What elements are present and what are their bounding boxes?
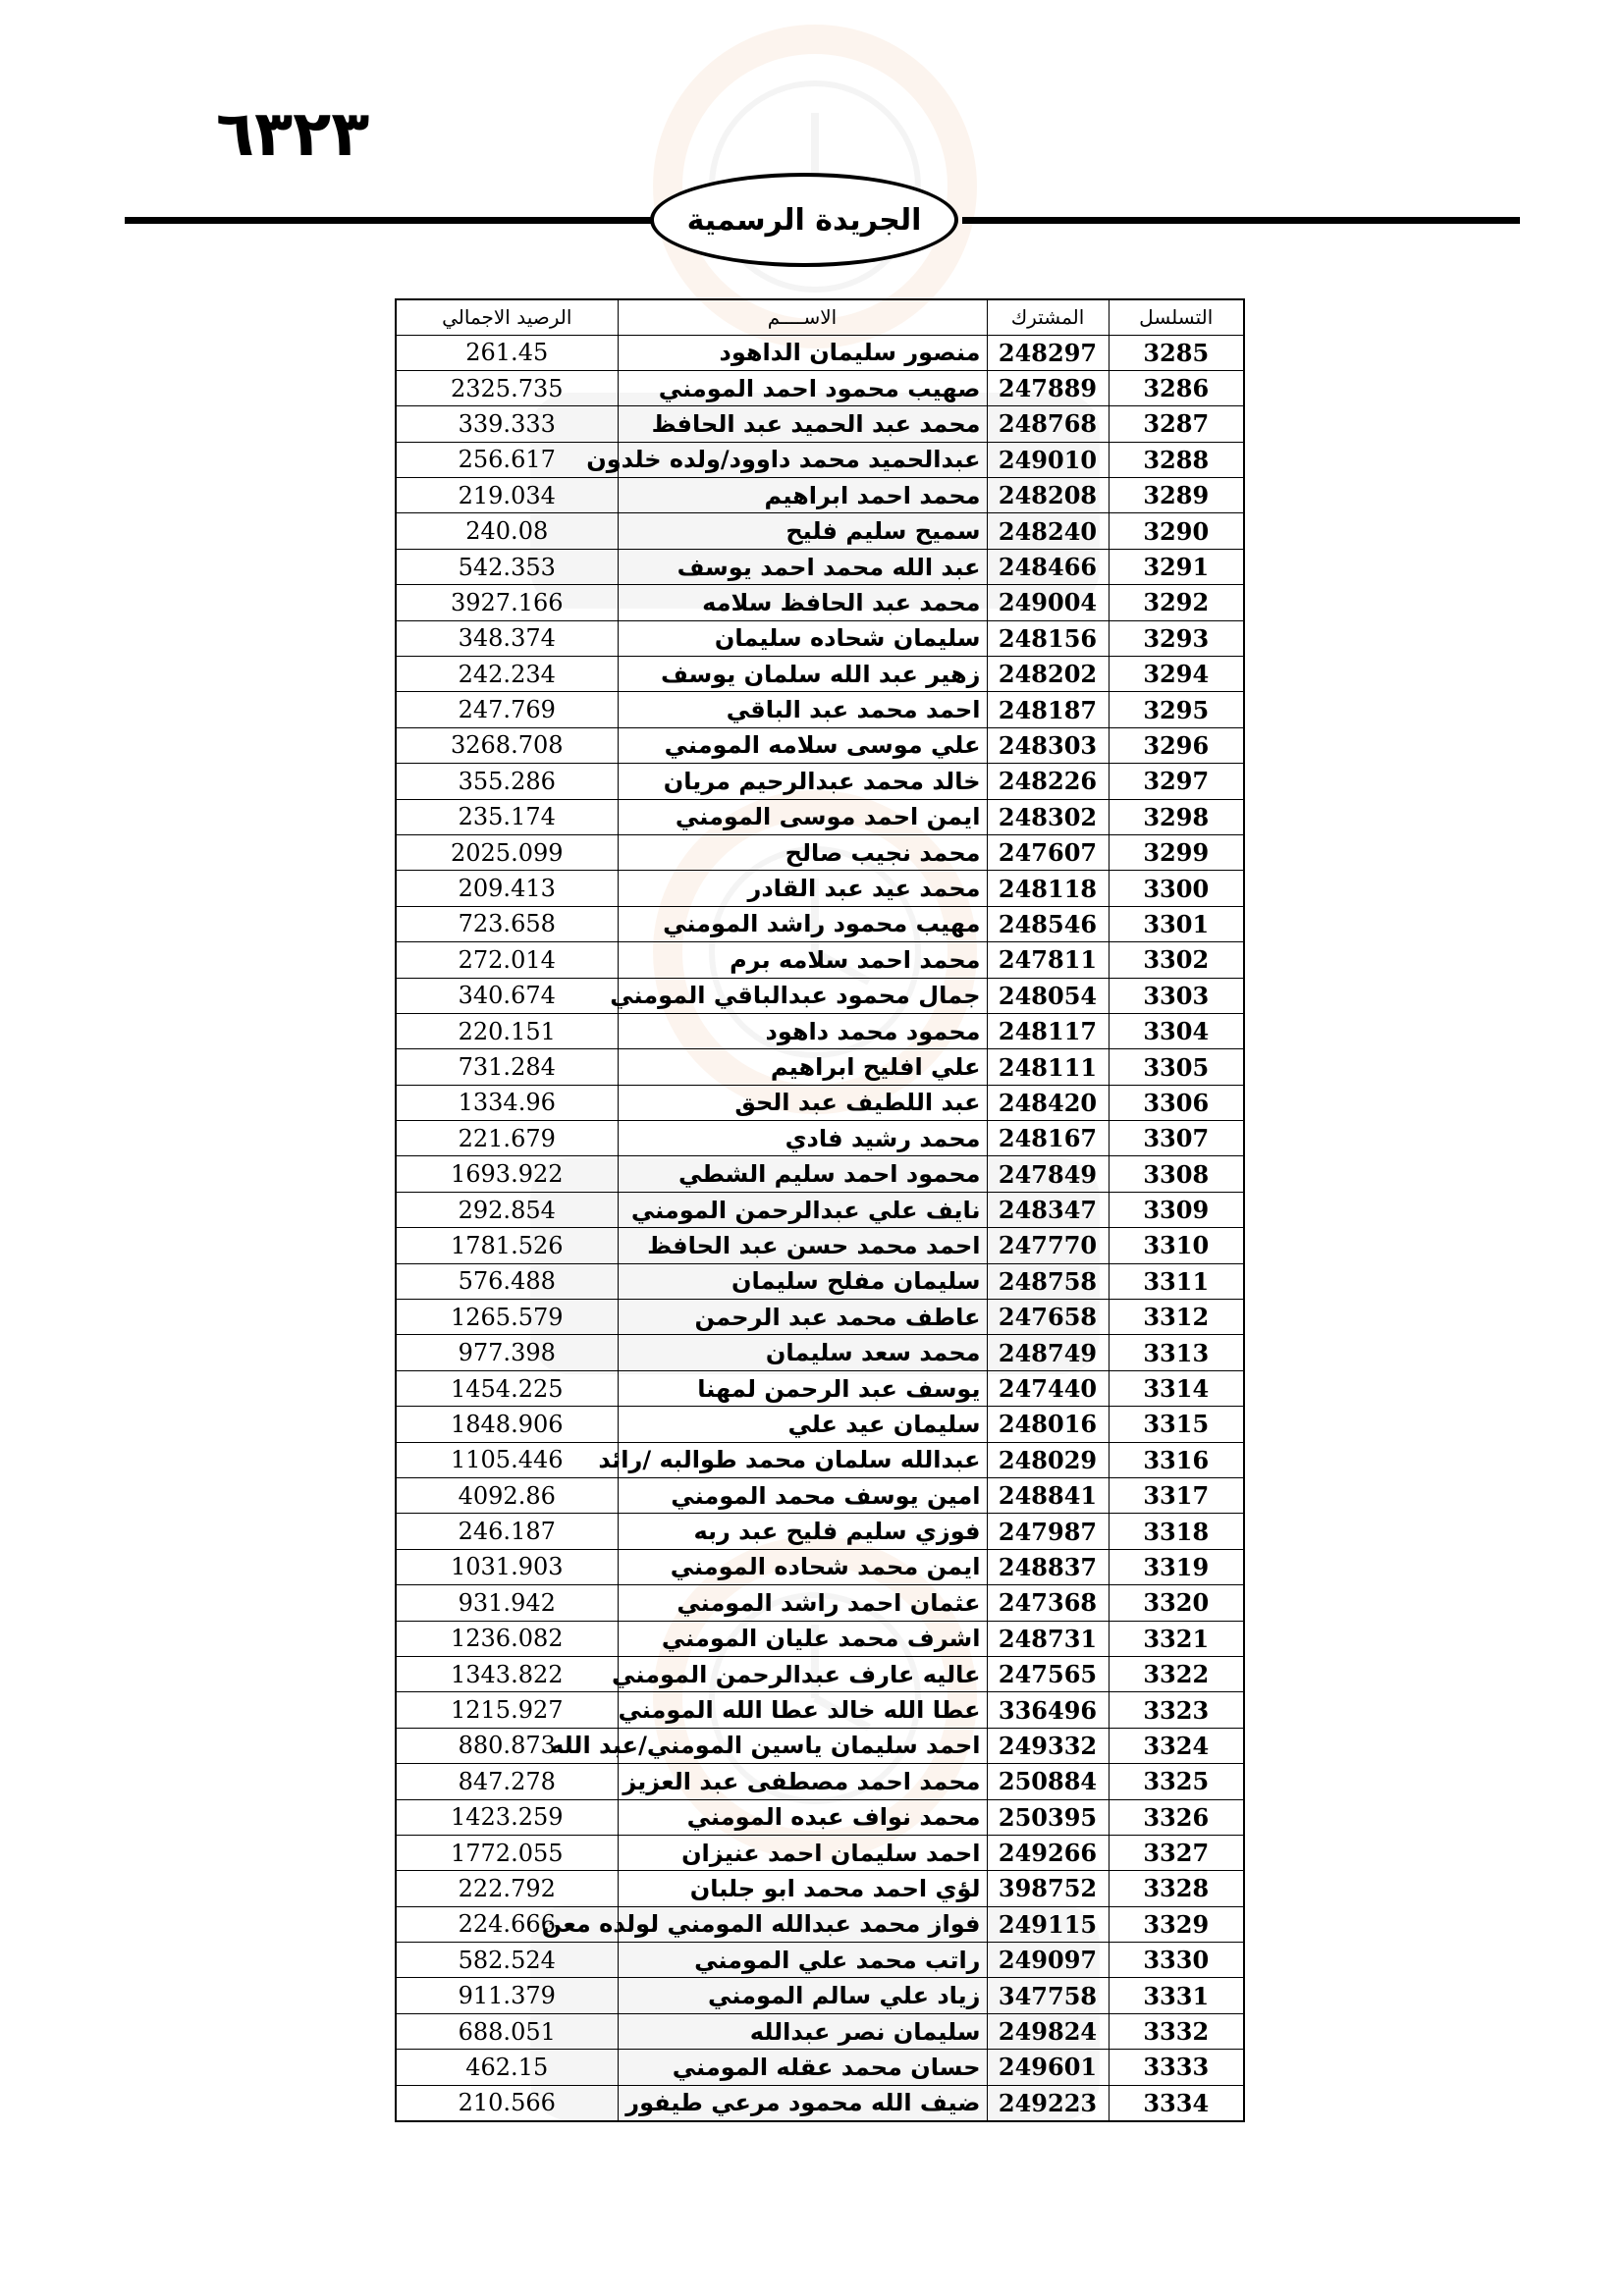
cell-name: احمد محمد عبد الباقي (618, 692, 987, 727)
cell-subscriber: 248118 (987, 871, 1109, 906)
cell-serial: 3306 (1109, 1085, 1244, 1120)
cell-subscriber: 248420 (987, 1085, 1109, 1120)
cell-subscriber: 248303 (987, 727, 1109, 763)
cell-name: علي موسى سلامه المومني (618, 727, 987, 763)
cell-name: جمال محمود عبدالباقي المومني (618, 978, 987, 1013)
table-row (396, 585, 1244, 620)
table-row (396, 620, 1244, 656)
cell-serial: 3295 (1109, 692, 1244, 727)
cell-serial: 3314 (1109, 1370, 1244, 1406)
cell-name: محمد رشيد فادي (618, 1121, 987, 1156)
cell-serial: 3324 (1109, 1728, 1244, 1763)
cell-subscriber: 249010 (987, 442, 1109, 477)
table-row (396, 1478, 1244, 1514)
cell-serial: 3305 (1109, 1049, 1244, 1085)
header-title: الجريدة الرسمية (686, 202, 922, 238)
cell-serial: 3330 (1109, 1943, 1244, 1978)
cell-serial: 3313 (1109, 1335, 1244, 1370)
table-row (396, 1442, 1244, 1477)
cell-serial: 3292 (1109, 585, 1244, 620)
table-row (396, 1228, 1244, 1263)
cell-subscriber: 248240 (987, 513, 1109, 549)
cell-subscriber: 248187 (987, 692, 1109, 727)
table-row (396, 1692, 1244, 1728)
cell-name: فواز محمد عبدالله المومني لولده معن (618, 1906, 987, 1942)
cell-name: عبدالحميد محمد داوود/ولده خلدون (618, 442, 987, 477)
cell-name: زهير عبد الله سلمان يوسف (618, 657, 987, 692)
cell-subscriber: 250884 (987, 1764, 1109, 1799)
cell-total-balance: 3268.708 (396, 727, 618, 763)
table-row (396, 1656, 1244, 1691)
cell-total-balance: 1454.225 (396, 1370, 618, 1406)
cell-name: عبد الله محمد احمد يوسف (618, 549, 987, 584)
cell-name: محمد نجيب صالح (618, 834, 987, 870)
cell-subscriber: 248837 (987, 1549, 1109, 1584)
table-row (396, 1621, 1244, 1656)
cell-subscriber: 248226 (987, 764, 1109, 799)
cell-total-balance: 1693.922 (396, 1156, 618, 1192)
cell-subscriber: 247889 (987, 370, 1109, 405)
cell-subscriber: 249115 (987, 1906, 1109, 1942)
cell-subscriber: 249601 (987, 2050, 1109, 2085)
cell-serial: 3297 (1109, 764, 1244, 799)
cell-subscriber: 248202 (987, 657, 1109, 692)
cell-total-balance: 210.566 (396, 2085, 618, 2120)
table-row (396, 657, 1244, 692)
cell-serial: 3304 (1109, 1013, 1244, 1048)
cell-name: سليمان عيد علي (618, 1407, 987, 1442)
cell-serial: 3315 (1109, 1407, 1244, 1442)
table-row (396, 1263, 1244, 1299)
cell-serial: 3289 (1109, 478, 1244, 513)
table-row (396, 1085, 1244, 1120)
cell-total-balance: 1423.259 (396, 1799, 618, 1835)
cell-name: محمد احمد ابراهيم (618, 478, 987, 513)
cell-serial: 3325 (1109, 1764, 1244, 1799)
table-row (396, 871, 1244, 906)
cell-total-balance: 1031.903 (396, 1549, 618, 1584)
table-row (396, 1013, 1244, 1048)
cell-name: عبد اللطيف عبد الحق (618, 1085, 987, 1120)
table-row (396, 692, 1244, 727)
cell-subscriber: 248208 (987, 478, 1109, 513)
cell-serial: 3320 (1109, 1585, 1244, 1621)
cell-subscriber: 248466 (987, 549, 1109, 584)
cell-subscriber: 347758 (987, 1978, 1109, 2013)
table-row (396, 1978, 1244, 2013)
cell-total-balance: 723.658 (396, 906, 618, 941)
cell-total-balance: 1334.96 (396, 1085, 618, 1120)
cell-serial: 3317 (1109, 1478, 1244, 1514)
cell-total-balance: 2025.099 (396, 834, 618, 870)
cell-subscriber: 247770 (987, 1228, 1109, 1263)
cell-total-balance: 272.014 (396, 942, 618, 978)
cell-serial: 3303 (1109, 978, 1244, 1013)
table-row (396, 1335, 1244, 1370)
cell-serial: 3319 (1109, 1549, 1244, 1584)
column-header-subscriber: المشترك (987, 299, 1109, 335)
cell-subscriber: 248054 (987, 978, 1109, 1013)
cell-serial: 3331 (1109, 1978, 1244, 2013)
cell-name: محمد سعد سليمان (618, 1335, 987, 1370)
header-rule-right (962, 217, 1520, 224)
table-row (396, 406, 1244, 442)
cell-serial: 3288 (1109, 442, 1244, 477)
header-title-frame (650, 173, 958, 267)
cell-name: عثمان احمد راشد المومني (618, 1585, 987, 1621)
cell-serial: 3327 (1109, 1835, 1244, 1870)
cell-total-balance: 462.15 (396, 2050, 618, 2085)
cell-name: لؤي احمد محمد ابو جلبان (618, 1871, 987, 1906)
cell-name: عاليه عارف عبدالرحمن المومني (618, 1656, 987, 1691)
cell-subscriber: 248302 (987, 799, 1109, 834)
cell-subscriber: 249004 (987, 585, 1109, 620)
table-row (396, 1799, 1244, 1835)
table-row (396, 906, 1244, 941)
cell-serial: 3301 (1109, 906, 1244, 941)
table-row (396, 513, 1244, 549)
cell-name: عاطف محمد عبد الرحمن (618, 1300, 987, 1335)
table-row (396, 1514, 1244, 1549)
cell-serial: 3312 (1109, 1300, 1244, 1335)
cell-total-balance: 1772.055 (396, 1835, 618, 1870)
cell-serial: 3309 (1109, 1192, 1244, 1227)
column-header-total-balance: الرصيد الاجمالي (396, 299, 618, 335)
table-row (396, 2013, 1244, 2049)
table-row (396, 1728, 1244, 1763)
cell-name: محمد عبد الحميد عبد الحافظ (618, 406, 987, 442)
cell-name: ضيف الله محمود مرعي طيفور (618, 2085, 987, 2120)
cell-name: يوسف عبد الرحمن لمهنا (618, 1370, 987, 1406)
cell-serial: 3334 (1109, 2085, 1244, 2120)
table-row (396, 1943, 1244, 1978)
cell-serial: 3318 (1109, 1514, 1244, 1549)
cell-subscriber: 248167 (987, 1121, 1109, 1156)
table-row (396, 335, 1244, 370)
cell-name: احمد سليمان احمد عنيزان (618, 1835, 987, 1870)
ledger-table (395, 298, 1245, 2122)
cell-total-balance: 582.524 (396, 1943, 618, 1978)
cell-subscriber: 248749 (987, 1335, 1109, 1370)
cell-total-balance: 1105.446 (396, 1442, 618, 1477)
cell-subscriber: 247987 (987, 1514, 1109, 1549)
cell-subscriber: 248841 (987, 1478, 1109, 1514)
cell-total-balance: 339.333 (396, 406, 618, 442)
cell-total-balance: 880.873 (396, 1728, 618, 1763)
cell-name: سميح سليم فليح (618, 513, 987, 549)
cell-subscriber: 248758 (987, 1263, 1109, 1299)
table-row (396, 1300, 1244, 1335)
cell-name: عبدالله سلمان محمد طوالبه /رائد (618, 1442, 987, 1477)
cell-total-balance: 224.666 (396, 1906, 618, 1942)
table-row (396, 978, 1244, 1013)
column-header-serial: التسلسل (1109, 299, 1244, 335)
cell-serial: 3316 (1109, 1442, 1244, 1477)
table-row (396, 764, 1244, 799)
cell-total-balance: 1265.579 (396, 1300, 618, 1335)
cell-total-balance: 4092.86 (396, 1478, 618, 1514)
cell-name: عطا الله خالد عطا الله المومني (618, 1692, 987, 1728)
cell-name: ايمن احمد موسى المومني (618, 799, 987, 834)
cell-serial: 3293 (1109, 620, 1244, 656)
cell-serial: 3285 (1109, 335, 1244, 370)
cell-total-balance: 242.234 (396, 657, 618, 692)
header-rule-left (125, 217, 660, 224)
cell-total-balance: 222.792 (396, 1871, 618, 1906)
cell-total-balance: 1848.906 (396, 1407, 618, 1442)
cell-total-balance: 220.151 (396, 1013, 618, 1048)
cell-subscriber: 249223 (987, 2085, 1109, 2120)
table-row (396, 1370, 1244, 1406)
cell-total-balance: 931.942 (396, 1585, 618, 1621)
cell-name: سليمان نصر عبدالله (618, 2013, 987, 2049)
cell-total-balance: 261.45 (396, 335, 618, 370)
cell-name: مهيب محمود راشد المومني (618, 906, 987, 941)
table-row (396, 442, 1244, 477)
cell-serial: 3298 (1109, 799, 1244, 834)
cell-name: محمد احمد مصطفى عبد العزيز (618, 1764, 987, 1799)
cell-name: خالد محمد عبدالرحيم مريان (618, 764, 987, 799)
cell-serial: 3326 (1109, 1799, 1244, 1835)
cell-serial: 3332 (1109, 2013, 1244, 2049)
table-row (396, 1192, 1244, 1227)
table-row (396, 1049, 1244, 1085)
cell-serial: 3328 (1109, 1871, 1244, 1906)
cell-subscriber: 248731 (987, 1621, 1109, 1656)
cell-name: احمد محمد حسن عبد الحافظ (618, 1228, 987, 1263)
cell-name: اشرف محمد عليان المومني (618, 1621, 987, 1656)
cell-total-balance: 847.278 (396, 1764, 618, 1799)
cell-total-balance: 235.174 (396, 799, 618, 834)
cell-total-balance: 3927.166 (396, 585, 618, 620)
cell-name: ايمن محمد شحاده المومني (618, 1549, 987, 1584)
cell-total-balance: 348.374 (396, 620, 618, 656)
cell-name: راتب محمد علي المومني (618, 1943, 987, 1978)
cell-subscriber: 250395 (987, 1799, 1109, 1835)
cell-total-balance: 246.187 (396, 1514, 618, 1549)
cell-serial: 3308 (1109, 1156, 1244, 1192)
table-row (396, 1906, 1244, 1942)
table-row (396, 478, 1244, 513)
cell-name: صهيب محمود احمد المومني (618, 370, 987, 405)
cell-serial: 3299 (1109, 834, 1244, 870)
cell-serial: 3333 (1109, 2050, 1244, 2085)
table-row (396, 727, 1244, 763)
cell-total-balance: 911.379 (396, 1978, 618, 2013)
cell-name: محمود محمد داهود (618, 1013, 987, 1048)
cell-subscriber: 249824 (987, 2013, 1109, 2049)
table-row (396, 1871, 1244, 1906)
cell-name: منصور سليمان الداهود (618, 335, 987, 370)
cell-subscriber: 247565 (987, 1656, 1109, 1691)
cell-total-balance: 576.488 (396, 1263, 618, 1299)
table-row (396, 799, 1244, 834)
cell-serial: 3300 (1109, 871, 1244, 906)
table-row (396, 2050, 1244, 2085)
cell-total-balance: 292.854 (396, 1192, 618, 1227)
cell-subscriber: 247607 (987, 834, 1109, 870)
cell-total-balance: 731.284 (396, 1049, 618, 1085)
cell-total-balance: 355.286 (396, 764, 618, 799)
cell-subscriber: 248029 (987, 1442, 1109, 1477)
cell-subscriber: 248768 (987, 406, 1109, 442)
cell-total-balance: 977.398 (396, 1335, 618, 1370)
cell-serial: 3323 (1109, 1692, 1244, 1728)
cell-name: محمد عيد عبد القادر (618, 871, 987, 906)
cell-subscriber: 248111 (987, 1049, 1109, 1085)
cell-total-balance: 240.08 (396, 513, 618, 549)
cell-serial: 3311 (1109, 1263, 1244, 1299)
cell-subscriber: 247849 (987, 1156, 1109, 1192)
cell-subscriber: 247368 (987, 1585, 1109, 1621)
cell-total-balance: 247.769 (396, 692, 618, 727)
cell-serial: 3321 (1109, 1621, 1244, 1656)
cell-subscriber: 398752 (987, 1871, 1109, 1906)
cell-name: سليمان شحاده سليمان (618, 620, 987, 656)
cell-subscriber: 249097 (987, 1943, 1109, 1978)
cell-total-balance: 1215.927 (396, 1692, 618, 1728)
cell-total-balance: 1236.082 (396, 1621, 618, 1656)
table-row (396, 2085, 1244, 2120)
column-header-name: الاســــم (618, 299, 987, 335)
cell-serial: 3287 (1109, 406, 1244, 442)
cell-name: سليمان مفلح سليمان (618, 1263, 987, 1299)
table-row (396, 942, 1244, 978)
table-row (396, 549, 1244, 584)
cell-total-balance: 219.034 (396, 478, 618, 513)
cell-total-balance: 340.674 (396, 978, 618, 1013)
cell-serial: 3322 (1109, 1656, 1244, 1691)
cell-subscriber: 248347 (987, 1192, 1109, 1227)
cell-total-balance: 1781.526 (396, 1228, 618, 1263)
table-row (396, 370, 1244, 405)
cell-subscriber: 249266 (987, 1835, 1109, 1870)
cell-subscriber: 248156 (987, 620, 1109, 656)
cell-subscriber: 247811 (987, 942, 1109, 978)
cell-serial: 3291 (1109, 549, 1244, 584)
table-row (396, 1764, 1244, 1799)
cell-subscriber: 248546 (987, 906, 1109, 941)
table-row (396, 834, 1244, 870)
cell-total-balance: 221.679 (396, 1121, 618, 1156)
cell-total-balance: 1343.822 (396, 1656, 618, 1691)
cell-serial: 3290 (1109, 513, 1244, 549)
table-header-row (396, 299, 1244, 335)
cell-name: محمد نواف عبده المومني (618, 1799, 987, 1835)
ledger-table-body (396, 335, 1244, 2121)
page-number: ٦٣٢٣ (216, 98, 370, 171)
cell-serial: 3294 (1109, 657, 1244, 692)
ledger-table-wrapper (395, 298, 1243, 2122)
table-row (396, 1835, 1244, 1870)
cell-name: احمد سليمان ياسين المومني/عبد الله (618, 1728, 987, 1763)
cell-name: زياد علي سالم المومني (618, 1978, 987, 2013)
cell-total-balance: 688.051 (396, 2013, 618, 2049)
cell-subscriber: 248117 (987, 1013, 1109, 1048)
cell-name: علي افليح ابراهيم (618, 1049, 987, 1085)
cell-name: حسان محمد عقله المومني (618, 2050, 987, 2085)
cell-name: امين يوسف محمد المومني (618, 1478, 987, 1514)
cell-total-balance: 2325.735 (396, 370, 618, 405)
cell-subscriber: 249332 (987, 1728, 1109, 1763)
cell-name: محمد عبد الحافظ سلامه (618, 585, 987, 620)
cell-serial: 3296 (1109, 727, 1244, 763)
cell-subscriber: 247440 (987, 1370, 1109, 1406)
cell-subscriber: 247658 (987, 1300, 1109, 1335)
cell-subscriber: 248016 (987, 1407, 1109, 1442)
cell-name: محمد احمد سلامه برم (618, 942, 987, 978)
table-row (396, 1549, 1244, 1584)
cell-subscriber: 248297 (987, 335, 1109, 370)
cell-serial: 3307 (1109, 1121, 1244, 1156)
cell-serial: 3302 (1109, 942, 1244, 978)
cell-total-balance: 209.413 (396, 871, 618, 906)
cell-serial: 3286 (1109, 370, 1244, 405)
cell-total-balance: 256.617 (396, 442, 618, 477)
cell-name: محمود احمد سليم الشطي (618, 1156, 987, 1192)
table-row (396, 1585, 1244, 1621)
cell-serial: 3329 (1109, 1906, 1244, 1942)
table-row (396, 1156, 1244, 1192)
cell-serial: 3310 (1109, 1228, 1244, 1263)
table-row (396, 1121, 1244, 1156)
cell-name: نايف علي عبدالرحمن المومني (618, 1192, 987, 1227)
table-row (396, 1407, 1244, 1442)
cell-total-balance: 542.353 (396, 549, 618, 584)
cell-subscriber: 336496 (987, 1692, 1109, 1728)
cell-name: فوزي سليم فليح عبد ربه (618, 1514, 987, 1549)
